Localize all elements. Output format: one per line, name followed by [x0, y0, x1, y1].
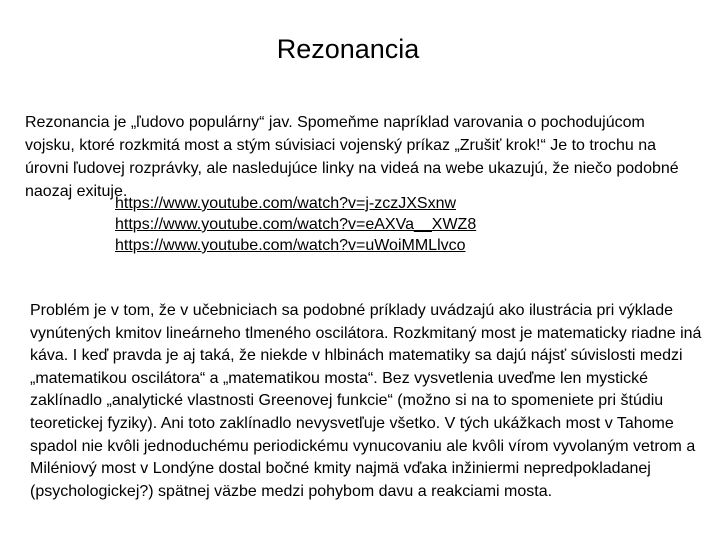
video-link-2[interactable]: https://www.youtube.com/watch?v=eAXVa__XWZ8: [115, 216, 477, 233]
body-paragraph: Problém je v tom, že v učebniciach sa podobné príklady uvádzajú ako ilustrácia pri výklade vynútených kmitov lineárneho tlmeného oscilátora. Rozkmitaný most je matematicky riadne iná káva. I keď pravda je aj taká, že niekde v hlbinách matematiky sa dajú nájsť súvislosti medzi „matematikou oscilátora“ a „matematikou mosta“. Bez vysvetlenia uveďme len mystické zaklínadlo „analytické vlastnosti Greenovej funkcie“ (možno si na to spomeniete pri štúdiu teoretickej fyziky). Ani toto zaklínadlo nevysvetľuje všetko. V tých ukážkach most v Tahome spadol nie kvôli jednoduchému periodickému vynucovaniu ale kvôli vírom vyvolaným vetrom a Miléniový most v Londýne dostal bočné kmity najmä vďaka inžiniermi nepredpokladanej (psychologickej?) spätnej väzbe medzi pohybom davu a reakciami mosta.: [30, 302, 702, 500]
video-link-1[interactable]: https://www.youtube.com/watch?v=j-zczJXSxnw: [115, 195, 457, 212]
slide-title: Rezonancia: [276, 34, 420, 65]
video-links-list: [115, 193, 575, 256]
video-link-3[interactable]: https://www.youtube.com/watch?v=uWoiMMLlvco: [115, 237, 466, 254]
intro-paragraph: Rezonancia je „ľudovo populárny“ jav. Spomeňme napríklad varovania o pochodujúcom vojsku, ktoré rozkmitá most a stým súvisiaci vojenský príkaz „Zrušiť krok!“ Je to trochu na úrovni ľudovej rozprávky, ale nasledujúce linky na videá na webe ukazujú, že niečo podobné naozaj exituje.: [25, 114, 679, 200]
